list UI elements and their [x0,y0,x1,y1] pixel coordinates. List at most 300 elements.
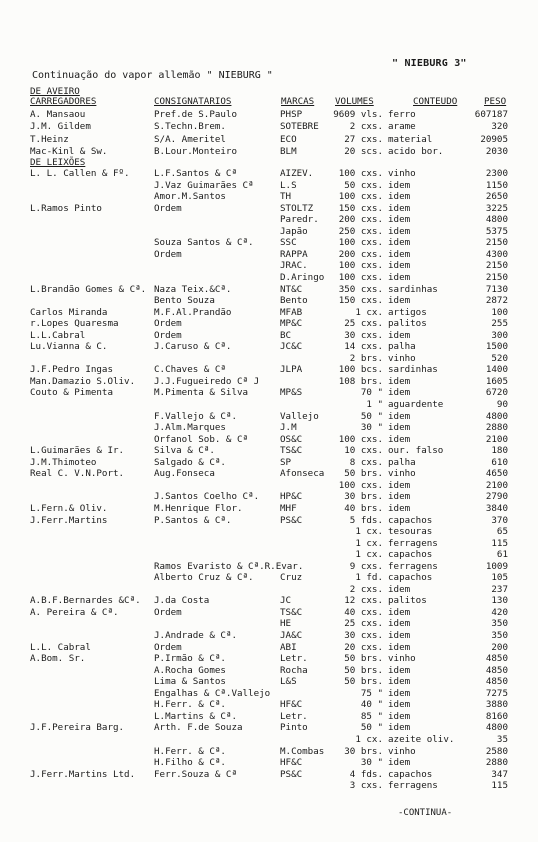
cell-mark: Letr. [280,710,308,722]
cell-consignee: Alberto Cruz & Cª. [154,572,254,584]
cell-weight: 200 [491,641,508,653]
cell-consignee: Ferr.Souza & Cª [154,768,237,780]
cell-mark: JRAC. [280,260,308,272]
manifest-row [0,618,538,630]
cell-weight: 6720 [485,387,508,399]
cell-shipper: r.Lopes Quaresma [30,318,119,330]
cell-mark: MP&S [280,387,303,399]
cell-volumes: 75 " [360,687,383,699]
cell-volumes: 30 cxs. [344,329,383,341]
cell-content: idem [388,410,411,422]
cell-content: arame [388,121,416,133]
manifest-row [0,549,538,561]
cell-weight: 607187 [474,109,508,120]
cell-volumes: 27 cxs. [344,133,383,145]
cell-volumes: 1 fd. [355,572,383,584]
cell-consignee: M.F.Al.Prandão [154,306,232,318]
manifest-row [0,445,538,457]
manifest-row [0,538,538,550]
cell-content: idem [388,295,411,307]
cell-weight: 8160 [485,710,508,722]
cell-mark: HF&C [280,699,303,711]
manifest-row [0,722,538,734]
cell-volumes: 50 brs. [344,664,383,676]
cell-mark: STOLTZ [280,202,314,214]
cell-content: palha [388,456,416,468]
manifest-row [0,699,538,711]
cell-weight: 1500 [485,341,508,353]
cell-volumes: 40 brs. [344,502,383,514]
cell-volumes: 50 brs. [344,676,383,688]
cell-mark: SP [280,456,292,468]
cell-content: tesouras [388,526,433,538]
cell-mark: D.Aringo [280,271,325,283]
cell-volumes: 50 " [360,410,383,422]
cell-volumes: 100 cxs. [338,237,383,249]
cell-weight: 370 [491,514,508,526]
cell-consignee: H.Filho & Cª. [154,757,226,769]
cell-volumes: 150 cxs. [338,295,383,307]
cell-volumes: 20 cxs. [344,641,383,653]
cell-mark: SSC [280,237,297,249]
manifest-row [0,214,538,226]
cell-shipper: J.F.Pereira Barg. [30,722,125,734]
manifest-row [0,780,538,792]
cell-volumes: 50 brs. [344,468,383,480]
cell-weight: 1605 [485,375,508,387]
cell-consignee: M.Henrique Flor. [154,502,243,514]
cell-content: idem [388,225,411,237]
manifest-row [0,411,538,423]
cell-content: sardinhas [388,283,438,295]
cell-consignee: A.Rocha Gomes [154,664,226,676]
col-volumes: VOLUMES [335,96,374,107]
cell-weight: 7275 [485,687,508,699]
cell-shipper: Couto & Pimenta [30,387,113,399]
cell-weight: 2300 [485,168,508,179]
cell-volumes: 40 " [360,699,383,711]
cell-weight: 350 [491,618,508,630]
cell-volumes: 2 brs. [349,352,383,364]
cell-content: idem [388,630,411,641]
manifest-row [0,121,538,133]
cell-shipper: T.Heinz [30,133,69,145]
cell-consignee: Pref.de S.Paulo [154,109,237,120]
cell-weight: 347 [491,768,508,780]
cell-weight: 5375 [485,225,508,237]
cell-mark: SOTEBRE [280,121,319,133]
manifest-row [0,226,538,238]
cell-consignee: Silva & Cª. [154,445,215,457]
cell-weight: 2650 [485,191,508,203]
cell-weight: 61 [496,549,508,561]
manifest-row [0,676,538,688]
cell-mark: J.M [280,422,297,434]
col-marks: MARCAS [281,96,315,107]
manifest-row [0,284,538,296]
manifest-row [0,711,538,723]
cell-weight: 105 [491,572,508,584]
cell-mark: HP&C [280,491,303,503]
cell-consignee: P.Irmão & Cª. [154,653,226,665]
cell-content: ferragens [388,780,438,792]
cell-content: idem [388,687,411,699]
manifest-row [0,353,538,365]
cell-weight: 115 [491,537,508,549]
cell-volumes: 100 cxs. [338,260,383,272]
cell-volumes: 100 cxs. [338,433,383,445]
manifest-row [0,364,538,376]
cell-content: ferragens [388,560,438,572]
cell-weight: 130 [491,595,508,607]
manifest-row [0,203,538,215]
cell-content: idem [388,722,411,734]
cell-content: idem [388,491,411,503]
cell-weight: 300 [491,329,508,341]
cell-content: ferro [388,109,416,120]
manifest-row [0,630,538,642]
cell-content: idem [388,214,411,226]
manifest-row [0,318,538,330]
cell-shipper: A.B.F.Bernardes &Cª. [30,595,141,607]
col-weight: PESO [484,96,507,107]
cell-weight: 1009 [485,560,508,572]
cell-mark: Vallejo [280,410,319,422]
cell-content: vinho [388,745,416,757]
cell-weight: 4650 [485,468,508,480]
cell-volumes: 30 " [360,757,383,769]
manifest-row [0,688,538,700]
manifest-row [0,526,538,538]
cell-mark: MFAB [280,306,303,318]
cell-volumes: 100 cxs. [338,271,383,283]
cell-volumes: 150 cxs. [338,202,383,214]
cell-mark: HE [280,618,292,630]
cell-consignee: Lima & Santos [154,676,226,688]
manifest-row [0,260,538,272]
cell-volumes: 250 cxs. [338,225,383,237]
cell-volumes: 8 cxs. [349,456,383,468]
cell-weight: 90 [496,399,508,410]
col-contents: CONTEUDO [413,96,458,107]
cell-consignee: L.Martins & Cª. [154,710,237,722]
cell-volumes: 1 cx. [355,537,383,549]
cell-consignee: S.Techn.Brem. [154,121,226,133]
cell-mark: Rocha [280,664,308,676]
cell-mark: L&S [280,676,297,688]
cell-content: palitos [388,595,427,607]
manifest-row [0,249,538,261]
cell-mark: PS&C [280,514,303,526]
cell-weight: 20905 [480,133,508,145]
cell-volumes: 85 " [360,710,383,722]
manifest-row [0,376,538,388]
cell-weight: 2150 [485,271,508,283]
cell-mark: MHF [280,502,297,514]
cell-consignee: Orfanol Sob. & Cª [154,433,249,445]
manifest-row [0,422,538,434]
cell-content: idem [388,329,411,341]
cell-weight: 2100 [485,479,508,491]
cell-consignee: Ordem [154,641,182,653]
cell-weight: 420 [491,606,508,618]
cell-shipper: L.Ramos Pinto [30,202,102,214]
cell-consignee: Engalhas & Cª.Vallejo [154,687,271,699]
cell-content: idem [388,757,411,769]
cell-volumes: 30 brs. [344,491,383,503]
manifest-row [0,584,538,596]
cell-weight: 2030 [485,145,508,157]
cell-content: idem [388,202,411,214]
cell-consignee: H.Ferr. & Cª. [154,699,226,711]
cell-volumes: 10 cxs. [344,445,383,457]
cell-volumes: 50 cxs. [344,179,383,191]
cell-weight: 2100 [485,433,508,445]
cell-consignee: Arth. F.de Souza [154,722,243,734]
cell-volumes: 5 fds. [349,514,383,526]
cell-weight: 2790 [485,491,508,503]
cell-weight: 1400 [485,364,508,376]
cell-weight: 350 [491,630,508,641]
cell-shipper: Real C. V.N.Port. [30,468,125,480]
cell-shipper: A. Mansaou [30,109,86,120]
cell-volumes: 4 fds. [349,768,383,780]
cell-content: palitos [388,318,427,330]
cell-consignee: Bento Souza [154,295,215,307]
cell-weight: 65 [496,526,508,538]
cell-weight: 1150 [485,179,508,191]
cell-content: idem [388,375,411,387]
cell-content: sardinhas [388,364,438,376]
cell-volumes: 100 cxs. [338,191,383,203]
cell-content: idem [388,641,411,653]
cell-mark: Pinto [280,722,308,734]
cell-volumes: 25 cxs. [344,618,383,630]
cell-mark: ABI [280,641,297,653]
cell-mark: AIZEV. [280,168,314,179]
cell-content: acido bor. [388,145,444,157]
manifest-row [0,180,538,192]
cell-consignee: J.J.Fugueiredo Cª J [154,375,260,387]
cell-content: vinho [388,168,416,179]
cell-mark: BC [280,329,292,341]
cell-content: azeite oliv. [388,733,455,745]
cell-volumes: 100 bcs. [338,364,383,376]
cell-shipper: L.L. Cabral [30,641,91,653]
cell-shipper: L. L. Callen & Fº. [30,168,130,179]
cell-mark: OS&C [280,433,303,445]
cell-weight: 3880 [485,699,508,711]
cell-mark: HF&C [280,757,303,769]
cell-content: idem [388,606,411,618]
manifest-row [0,665,538,677]
cell-consignee: M.Pimenta & Silva [154,387,249,399]
cell-weight: 2150 [485,260,508,272]
cell-volumes: 40 cxs. [344,606,383,618]
manifest-row [0,653,538,665]
manifest-row [0,769,538,781]
cell-weight: 4800 [485,214,508,226]
cell-shipper: J.Ferr.Martins Ltd. [30,768,136,780]
cell-weight: 115 [491,780,508,792]
manifest-row [0,561,538,573]
manifest-row [0,734,538,746]
cell-weight: 4300 [485,248,508,260]
cell-volumes: 9609 vls. [333,109,383,120]
cell-volumes: 1 cx. [355,306,383,318]
cell-content: capachos [388,572,433,584]
manifest-row [0,387,538,399]
cell-mark: Bento [280,295,308,307]
cell-volumes: 1 cx. [355,733,383,745]
cell-weight: 100 [491,306,508,318]
cell-volumes: 200 cxs. [338,214,383,226]
cell-content: idem [388,422,411,434]
cell-volumes: 200 cxs. [338,248,383,260]
cell-consignee: Amor.M.Santos [154,191,226,203]
cell-volumes: 1 cx. [355,549,383,561]
cell-weight: 180 [491,445,508,457]
cell-consignee: C.Chaves & Cª [154,364,226,376]
manifest-row [0,399,538,411]
cell-mark: PHSP [280,109,303,120]
manifest-row [0,595,538,607]
cell-mark: M.Combas [280,745,325,757]
cell-consignee: Salgado & Cª. [154,456,226,468]
cell-volumes: 50 " [360,722,383,734]
cell-mark: TS&C [280,606,303,618]
cell-volumes: 14 cxs. [344,341,383,353]
cell-shipper: J.F.Pedro Ingas [30,364,113,376]
cell-shipper: A.Bom. Sr. [30,653,86,665]
cell-weight: 255 [491,318,508,330]
cell-mark: ECO [280,133,297,145]
cell-weight: 3225 [485,202,508,214]
cell-shipper: Mac-Kinl & Sw. [30,145,108,157]
cell-shipper: J.M. Gildem [30,121,91,133]
cell-consignee: J.Santos Coelho Cª. [154,491,260,503]
manifest-row [0,515,538,527]
cell-consignee: Ordem [154,606,182,618]
cell-volumes: 100 cxs. [338,168,383,179]
cell-mark: JLPA [280,364,303,376]
cell-volumes: 3 cxs. [349,780,383,792]
cell-content: palha [388,341,416,353]
cell-volumes: 9 cxs. [349,560,383,572]
cell-consignee: J.da Costa [154,595,210,607]
cell-mark: JC&C [280,341,303,353]
manifest-row [0,330,538,342]
cell-volumes: 25 cxs. [344,318,383,330]
cell-weight: 4850 [485,676,508,688]
manifest-row [0,468,538,480]
cell-volumes: 1 cx. [355,526,383,538]
cell-content: our. falso [388,445,444,457]
cell-content: idem [388,502,411,514]
cell-mark: Cruz [280,572,303,584]
cell-weight: 2872 [485,295,508,307]
cell-consignee: L.F.Santos & Cª [154,168,237,179]
cell-weight: 320 [491,121,508,133]
manifest-row [0,491,538,503]
cell-shipper: J.Ferr.Martins [30,514,108,526]
cell-volumes: 100 cxs. [338,479,383,491]
cell-volumes: 108 brs. [338,375,383,387]
cell-volumes: 2 cxs. [349,583,383,595]
manifest-row [0,480,538,492]
cell-mark: RAPPA [280,248,308,260]
cell-volumes: 1 " [366,399,383,410]
cell-content: idem [388,433,411,445]
cell-consignee: H.Ferr. & Cª. [154,745,226,757]
cell-weight: 7130 [485,283,508,295]
cell-consignee: J.Vaz Guimarães Cª [154,179,254,191]
cell-shipper: A. Pereira & Cª. [30,606,119,618]
cell-content: idem [388,191,411,203]
cell-volumes: 350 cxs. [338,283,383,295]
cell-mark: Japão [280,225,308,237]
manifest-row [0,607,538,619]
cell-content: idem [388,699,411,711]
manifest-row [0,503,538,515]
cell-shipper: L.Brandão Gomes & Cª. [30,283,147,295]
cell-content: material [388,133,433,145]
col-shippers: CARREGADORES [30,96,97,107]
cell-content: artigos [388,306,427,318]
cell-weight: 237 [491,583,508,595]
cell-consignee: F.Vallejo & Cª. [154,410,237,422]
manifest-row [0,572,538,584]
cell-content: idem [388,676,411,688]
cell-weight: 3840 [485,502,508,514]
cell-weight: 35 [496,733,508,745]
cell-content: idem [388,387,411,399]
cell-weight: 2150 [485,237,508,249]
manifest-row [0,191,538,203]
manifest-row [0,307,538,319]
manifest-row [0,642,538,654]
cell-consignee: Ramos Evaristo & Cª.R.Evar. [154,560,304,572]
cell-volumes: 2 cxs. [349,121,383,133]
cell-content: idem [388,618,411,630]
cell-shipper: Lu.Vianna & C. [30,341,108,353]
cell-mark: JC [280,595,292,607]
cell-content: idem [388,248,411,260]
cell-content: vinho [388,352,416,364]
cell-volumes: 12 cxs. [344,595,383,607]
cell-mark: L.S [280,179,297,191]
cell-mark: TS&C [280,445,303,457]
ship-tag: " NIEBURG 3" [392,58,467,69]
cell-content: idem [388,583,411,595]
cell-content: idem [388,260,411,272]
cell-volumes: 30 brs. [344,745,383,757]
manifest-row [0,434,538,446]
cell-volumes: 20 scs. [344,145,383,157]
manifest-row [0,757,538,769]
cell-shipper: J.M.Thimoteo [30,456,97,468]
continua-label: -CONTINUA- [398,808,453,818]
cell-content: idem [388,479,411,491]
manifest-row [0,168,538,180]
manifest-row [0,134,538,146]
cell-mark: BLM [280,145,297,157]
cell-mark: JA&C [280,630,303,641]
cell-weight: 2880 [485,757,508,769]
manifest-row [0,295,538,307]
cell-content: capachos [388,514,433,526]
manifest-row [0,341,538,353]
